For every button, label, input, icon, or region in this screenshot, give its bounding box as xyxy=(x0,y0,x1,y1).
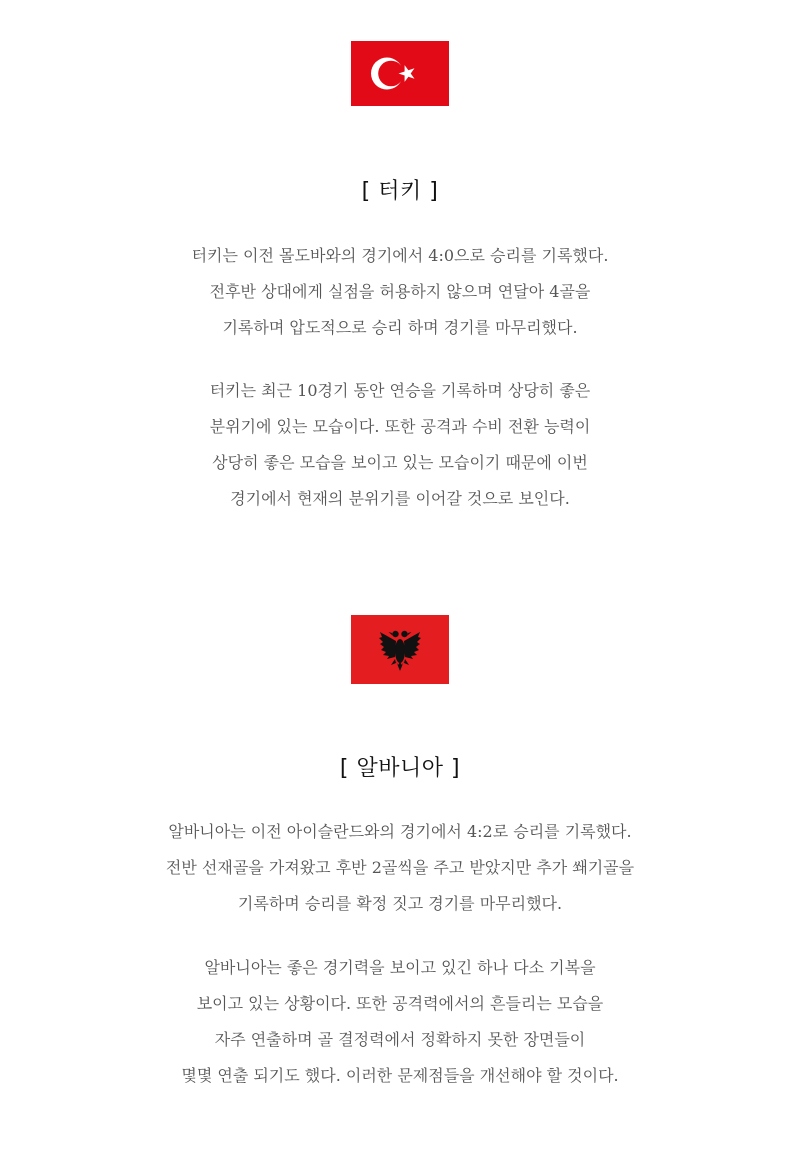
albania-paragraph-1 xyxy=(0,814,800,922)
turkey-flag-icon xyxy=(351,41,449,106)
text-line: 분위기에 있는 모습이다. 또한 공격과 수비 전환 능력이 xyxy=(209,417,591,436)
text-line: 터키는 이전 몰도바와의 경기에서 4:0으로 승리를 기록했다. xyxy=(191,246,609,265)
text-line: 전후반 상대에게 실점을 허용하지 않으며 연달아 4골을 xyxy=(209,282,591,301)
text-line: 기록하며 압도적으로 승리 하며 경기를 마무리했다. xyxy=(222,318,578,337)
albania-flag xyxy=(351,615,449,684)
text-line: 보이고 있는 상황이다. 또한 공격력에서의 흔들리는 모습을 xyxy=(196,994,604,1013)
text-line: 알바니아는 좋은 경기력을 보이고 있긴 하나 다소 기복을 xyxy=(204,958,596,977)
text-line: 몇몇 연출 되기도 했다. 이러한 문제점들을 개선해야 할 것이다. xyxy=(181,1066,619,1085)
text-line: 알바니아는 이전 아이슬란드와의 경기에서 4:2로 승리를 기록했다. xyxy=(168,822,632,841)
text-line: 경기에서 현재의 분위기를 이어갈 것으로 보인다. xyxy=(230,489,570,508)
text-line: 자주 연출하며 골 결정력에서 정확하지 못한 장면들이 xyxy=(214,1030,586,1049)
turkey-paragraph-1 xyxy=(0,238,800,346)
team-title-albania: [ 알바니아 ] xyxy=(339,756,461,781)
turkey-paragraph-2 xyxy=(0,373,800,517)
turkey-flag xyxy=(351,41,449,106)
text-line: 기록하며 승리를 확정 짓고 경기를 마무리했다. xyxy=(237,894,563,913)
albania-paragraph-2 xyxy=(0,950,800,1094)
text-line: 터키는 최근 10경기 동안 연승을 기록하며 상당히 좋은 xyxy=(209,381,591,400)
text-line: 상당히 좋은 모습을 보이고 있는 모습이기 때문에 이번 xyxy=(212,453,588,472)
team-title-turkey: [ 터키 ] xyxy=(361,179,439,204)
text-line: 전반 선재골을 가져왔고 후반 2골씩을 주고 받았지만 추가 쐐기골을 xyxy=(165,858,635,877)
albania-flag-icon xyxy=(351,615,449,684)
